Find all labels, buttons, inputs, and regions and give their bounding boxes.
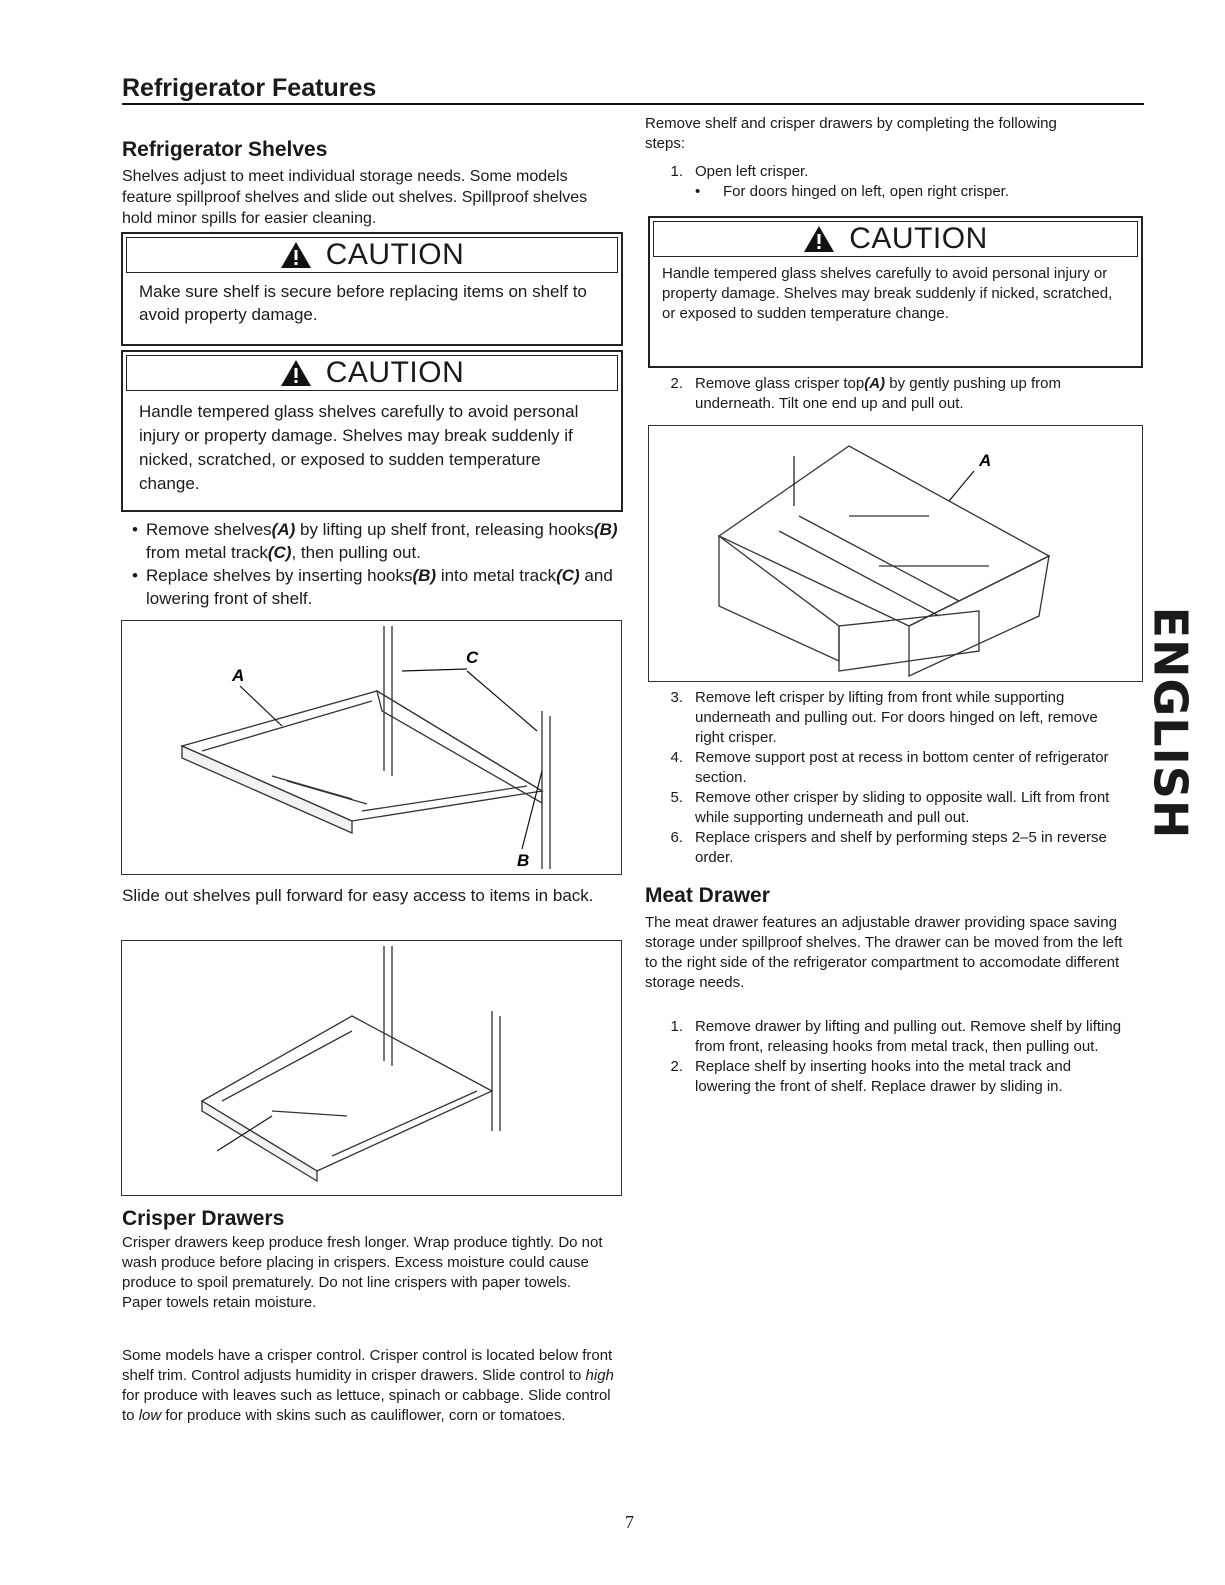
shelf-bullets <box>124 518 624 610</box>
caution-header <box>126 237 618 273</box>
crisper-figure <box>648 425 1143 682</box>
shelves-intro: Shelves adjust to meet individual storage needs. Some models feature spillproof shelves and slide out shelves. Spillproof shelves hold minor spills for easier cleaning. <box>122 168 588 227</box>
slide-out-text: Slide out shelves pull forward for easy access to items in back. <box>122 886 594 905</box>
step-1: 1. Open left crisper. • For doors hinged on left, open right crisper. <box>645 162 1125 202</box>
caution-label: CAUTION <box>849 222 988 255</box>
list-item: • For doors hinged on left, open right crisper. <box>695 183 1009 200</box>
list-item: 3. Remove left crisper by lifting from front while supporting underneath and pulling out. For doors hinged on left, remove right crisper. <box>670 689 1098 746</box>
label-a: A <box>232 666 245 685</box>
caution-label: CAUTION <box>325 356 465 389</box>
list-item: 4. Remove support post at recess in bottom center of refrigerator section. <box>670 749 1109 786</box>
meat-drawer-heading: Meat Drawer <box>645 884 770 907</box>
meat-drawer-intro: The meat drawer features an adjustable drawer providing space saving storage under spillproof shelves. The drawer can be moved from the left to the right side of the refrigerator compartment to accomodate different storage needs. <box>645 914 1123 991</box>
step-2: 2. Remove glass crisper top(A) by gently pushing up from underneath. Tilt one end up and pull out. <box>670 375 1061 412</box>
caution-text: Make sure shelf is secure before replacing items on shelf to avoid property damage. <box>139 282 587 324</box>
crisper-steps <box>645 688 1130 868</box>
crisper-paragraph-2: Some models have a crisper control. Crisper control is located below front shelf trim. Control adjusts humidity in crisper drawers. Slide control to high for produce with leaves such as lettuce, spinach or cabbage. Slide control to low for produce with skins such as cauliflower, corn or tomatoes. <box>122 1347 614 1424</box>
caution-text: Handle tempered glass shelves carefully to avoid personal injury or property damage. Shelves may break suddenly if nicked, scratched, or exposed to sudden temperature change. <box>662 265 1113 322</box>
slide-out-illustration <box>122 941 620 1194</box>
list-item: 2. Replace shelf by inserting hooks into the metal track and lowering the front of shelf. Replace drawer by sliding in. <box>670 1058 1072 1095</box>
page-number: 7 <box>625 1512 634 1532</box>
shelves-heading: Refrigerator Shelves <box>122 138 328 161</box>
title-rule <box>122 103 1144 105</box>
label-a: A <box>979 451 992 470</box>
caution-header <box>653 221 1138 257</box>
list-item: 5. Remove other crisper by sliding to opposite wall. Lift from front while supporting underneath and pull out. <box>670 789 1110 826</box>
shelf-removal-figure <box>121 620 622 875</box>
list-item: • Replace shelves by inserting hooks(B) into metal track(C) and lowering front of shelf. <box>132 566 613 608</box>
page-title: Refrigerator Features <box>122 74 377 102</box>
caution-header <box>126 355 618 391</box>
caution-text: Handle tempered glass shelves carefully to avoid personal injury or property damage. Shelves may break suddenly if nicked, scratched, or exposed to sudden temperature change. <box>139 402 579 493</box>
warning-icon <box>280 241 312 269</box>
language-tab <box>1143 606 1198 840</box>
warning-icon <box>803 225 835 253</box>
language-tab-label: ENGLISH <box>1143 606 1198 840</box>
caution-label: CAUTION <box>325 238 465 271</box>
label-b: B <box>517 851 530 870</box>
removal-intro: Remove shelf and crisper drawers by completing the following steps: <box>645 115 1057 152</box>
crisper-illustration <box>649 426 1141 680</box>
caution-box-3 <box>648 216 1143 368</box>
list-item: 6. Replace crispers and shelf by performing steps 2–5 in reverse order. <box>670 829 1107 866</box>
crisper-heading: Crisper Drawers <box>122 1207 285 1230</box>
caution-box-1 <box>121 232 623 346</box>
list-item: • Remove shelves(A) by lifting up shelf front, releasing hooks(B) from metal track(C), then pulling out. <box>132 520 618 562</box>
crisper-paragraph-1: Crisper drawers keep produce fresh longer. Wrap produce tightly. Do not wash produce before placing in crispers. Excess moisture could cause produce to spoil prematurely. Do not line crispers with paper towels. Paper towels retain moisture. <box>122 1234 603 1311</box>
label-c: C <box>466 648 479 667</box>
caution-box-2 <box>121 350 623 512</box>
warning-icon <box>280 359 312 387</box>
slide-out-shelf-figure <box>121 940 622 1196</box>
meat-drawer-steps <box>645 1017 1130 1097</box>
shelf-illustration <box>122 621 620 873</box>
list-item: 1. Remove drawer by lifting and pulling out. Remove shelf by lifting from front, releasing hooks from metal track, then pulling out. <box>670 1018 1122 1055</box>
